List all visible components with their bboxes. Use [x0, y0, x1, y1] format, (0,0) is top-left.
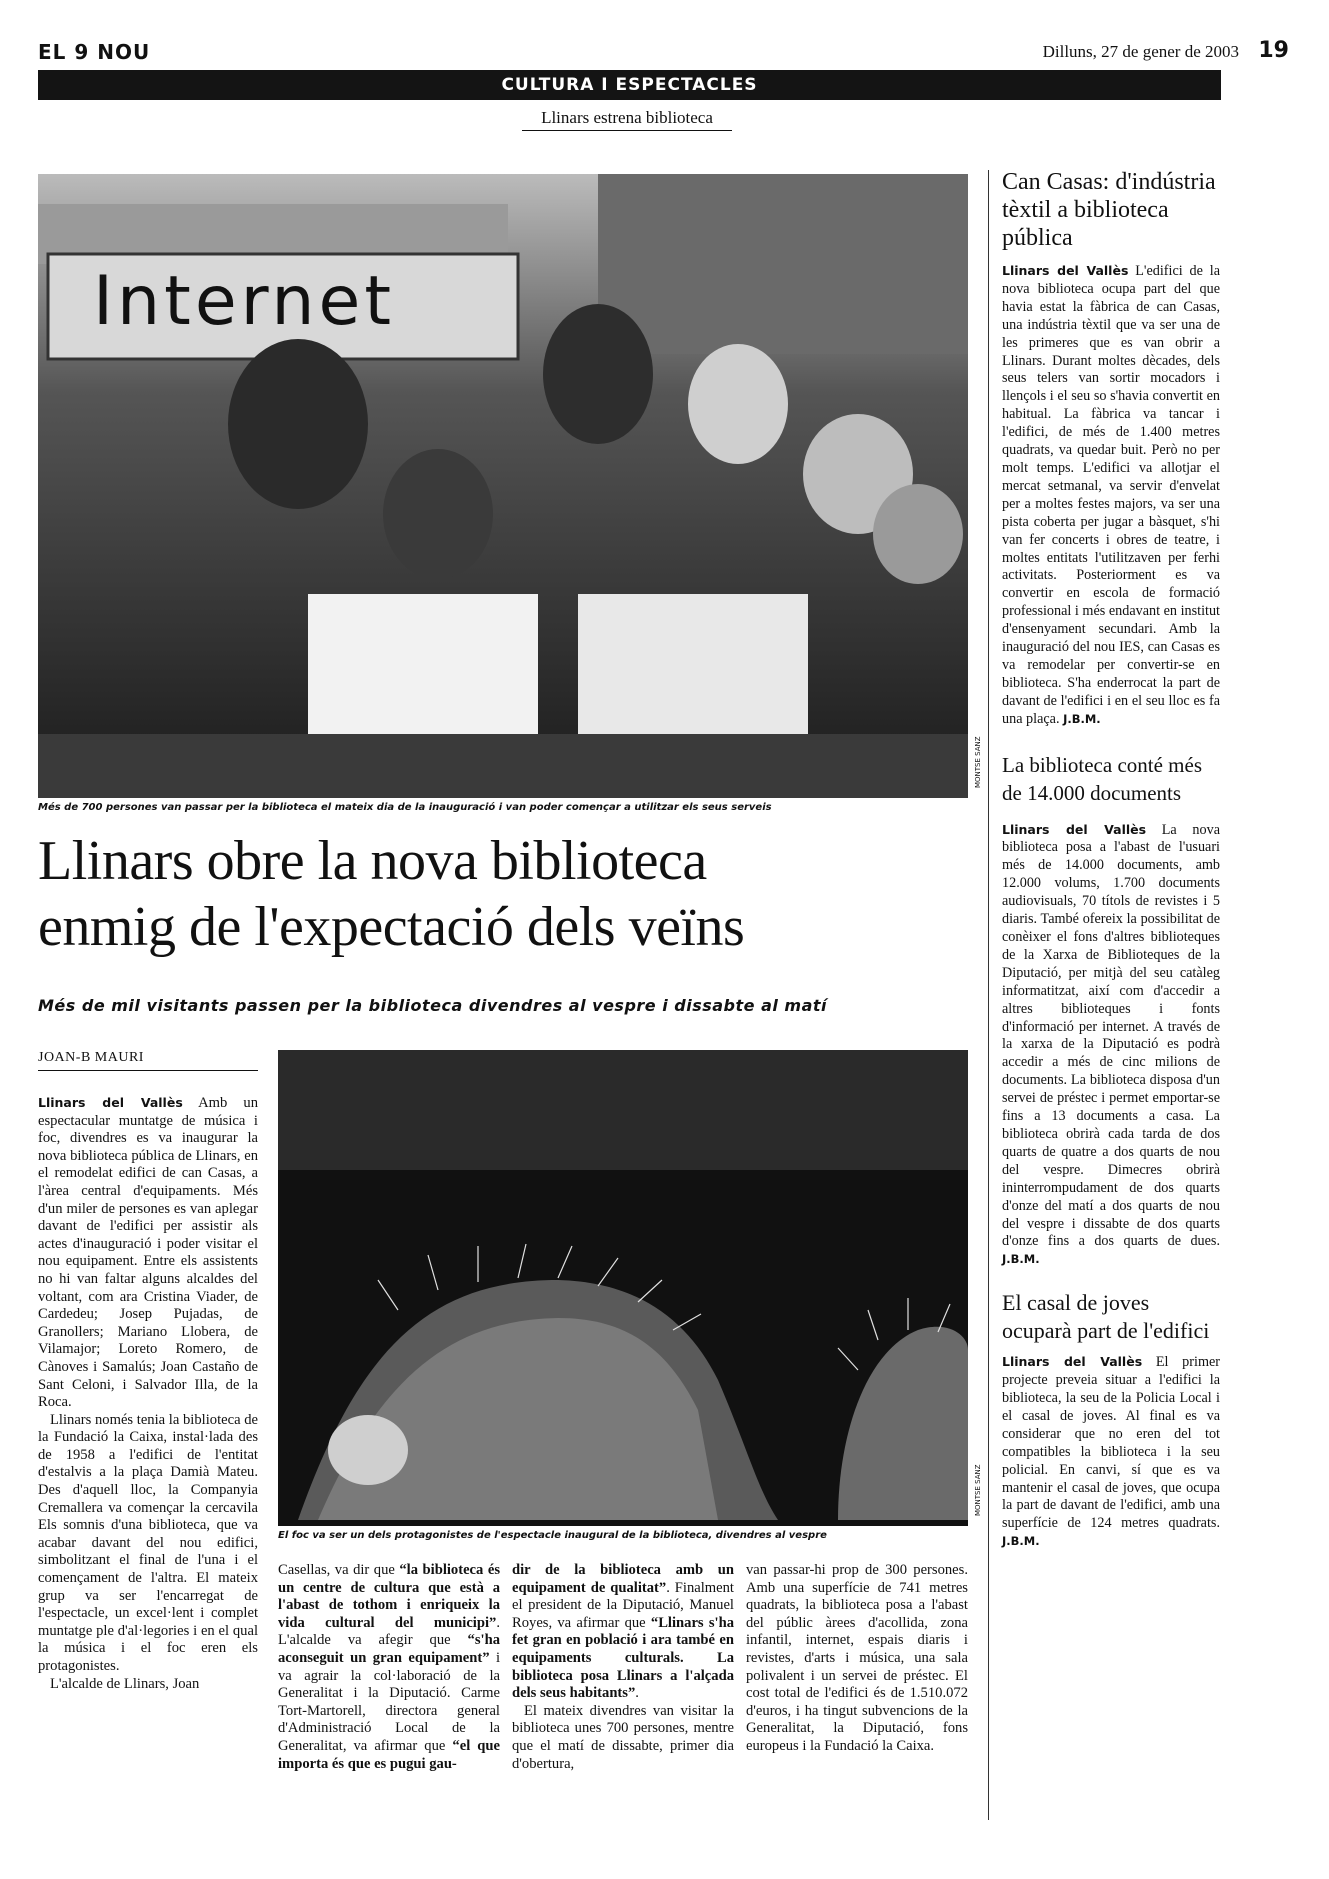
- headline-line-2: enmig de l'expectació dels veïns: [38, 896, 745, 958]
- fire-show-photo: [278, 1050, 968, 1526]
- col1-paragraph-1: Amb un espectacular muntatge de música i foc, divendres es va inaugurar la nova biblioteca pública de Llinars, en el remodelat edifici de can Casas, a l'àrea central d'equipaments. Més d'un miler de persones es van aplegar davant de l'edifici per assistir als actes d'inauguració i poder visitar el nou equipament. Entre els assistents no hi van faltar alguns alcaldes del voltant, com ara Cristina Viader, de Cardedeu; Josep Pujadas, de Granollers; Mariano Llobera, de Vilamajor; Loreto Romero, de Cànoves i Samalús; Joan Castaño de Sant Celoni, i Salvador Illa, de la Roca.: [38, 1095, 258, 1411]
- sidebar-box1-dateline: Llinars del Vallès: [1002, 263, 1129, 278]
- col3-text-1: . Finalment el president de la Diputació, Manuel Royes, va afirmar que: [512, 1579, 734, 1631]
- sidebar-box2-body-block: [1002, 821, 1220, 1270]
- paper-name: EL 9 NOU: [38, 40, 151, 64]
- sidebar: [1002, 168, 1220, 1551]
- sidebar-box1-body: L'edifici de la nova biblioteca ocupa part del que havia estat la fàbrica de can Casas, una indústria tèxtil que va ser una de les primeres que es van obrir a Llinars. Durant moltes dècades, dels seus telers van sortir mocadors i llençols i el seu so s'havia convertit en habitual. La fàbrica va tancar i l'edifici, de més de 1.400 metres quadrats, va quedar buit. Però no per molt temps. L'edifici va allotjar el mercat setmanal, va servir d'envelat per a moltes festes majors, va ser una pista coberta per jugar a bàsquet, s'hi van fer concerts i obres de teatre, i moltes entitats l'utilitzaven per ferhi activitats. Posteriorment es va convertir en escola de formació professional i més endavant en institut d'ensenyament secundari. Amb la inauguració del nou IES, can Casas es va remodelar per convertir-se en biblioteca. S'ha enderrocat la part de davant de l'edifici i en el seu lloc es fa una plaça.: [1002, 263, 1220, 727]
- sidebar-box1-signature: J.B.M.: [1063, 711, 1101, 726]
- article-column-1: [38, 1094, 258, 1693]
- sidebar-box3-body: El primer projecte preveia situar a l'edifici la biblioteca, la seu de la Policia Local i el casal de joves. Al final es va considerar que no eren del tot compatibles la biblioteca i la seu policial. En canvi, sí que es va mantenir el casal de joves, que ocupa la part de davant de l'edifici, amb una superfície de 124 metres quadrats.: [1002, 1354, 1220, 1532]
- col2-quote-3: “el que importa és que es pugui gau-: [278, 1737, 500, 1772]
- col4-paragraph-1: van passar-hi prop de 300 persones. Amb una superfície de 741 metres quadrats, la biblioteca posa a l'abast del públic àrees d'acollida, zona infantil, internet, espais diaris i revistes, d'arts i música, una sala polivalent i un servei de préstec. El cost total de l'edifici és de 1.510.072 d'euros, i ha tingut subvencions de la Generalitat, la Diputació, fons europeus i la Fundació la Caixa.: [746, 1562, 968, 1754]
- photo2-caption: El foc va ser un dels protagonistes de l'espectacle inaugural de la biblioteca, divendres al vespre: [278, 1530, 827, 1541]
- sidebar-box1-title: Can Casas: d'indústria tèxtil a biblioteca pública: [1002, 169, 1216, 251]
- article-subheadline: Més de mil visitants passen per la biblioteca divendres al vespre i dissabte al matí: [38, 996, 828, 1015]
- col2-quote-1: “la biblioteca és un centre de cultura que està a l'abast de tothom i enriqueix la vida cultural del municipi”: [278, 1562, 500, 1631]
- fire-spectacle-illustration: [278, 1050, 968, 1526]
- col2-text-2: . L'alcalde va afegir que: [278, 1614, 500, 1649]
- sidebar-box2-title: La biblioteca conté més de 14.000 documents: [1002, 752, 1203, 805]
- article-column-3: [512, 1562, 734, 1773]
- sidebar-box3-dateline: Llinars del Vallès: [1002, 1354, 1143, 1370]
- page-number: 19: [1258, 38, 1289, 63]
- col2-quote-2: “s'ha aconseguit un gran equipament”: [278, 1632, 500, 1666]
- headline-line-1: Llinars obre la nova biblioteca: [38, 830, 707, 892]
- section-title: CULTURA I ESPECTACLES: [501, 75, 758, 95]
- col2-text-3: i va agrair la col·laboració de la Generalitat i la Diputació. Carme Tort-Martorell, directora general d'Administració Local de la Generalitat, va afirmar que: [278, 1649, 501, 1754]
- col1-paragraph-2: Llinars només tenia la biblioteca de la Fundació la Caixa, instal·lada des de 1958 a l'edifici de l'entitat d'estalvis a la plaça Damià Mateu. Des d'aquell lloc, la Companyia Cremallera va començar la cercavila Els somnis d'una biblioteca, que va acabar davant del nou edifici, simbolitzant el final de l'una i el començament de l'altra. El mateix grup va ser l'encarregat de l'espectacle, un excel·lent i complet muntatge ple d'al·legories i en el qual la música i el foc eren els protagonistes.: [38, 1411, 258, 1674]
- sidebar-box2-dateline: Llinars del Vallès: [1002, 821, 1147, 837]
- photo1-credit: MONTSE SANZ: [974, 736, 982, 788]
- col1-paragraph-3: L'alcalde de Llinars, Joan: [50, 1675, 200, 1692]
- article-column-4: [746, 1562, 968, 1756]
- photo2-credit: MONTSE SANZ: [974, 1464, 982, 1516]
- col3-paragraph-2: El mateix divendres van visitar la biblioteca unes 700 persones, mentre que el matí de dissabte, primer dia d'obertura,: [512, 1702, 734, 1772]
- subsection-title: Llinars estrena biblioteca: [522, 108, 732, 131]
- section-banner: [38, 70, 1221, 100]
- sidebar-box2-signature: J.B.M.: [1002, 1252, 1040, 1267]
- col3-quote-2: “Llinars s'ha fet gran en població i ara també en equipaments culturals. La biblioteca posa Llinars a l'alçada dels seus habitants”: [512, 1614, 734, 1702]
- col3-text-2: .: [635, 1685, 639, 1702]
- sidebar-box3-signature: J.B.M.: [1002, 1534, 1040, 1549]
- sidebar-divider: [988, 170, 989, 1820]
- col3-quote-1: dir de la biblioteca amb un equipament de qualitat”: [512, 1562, 734, 1596]
- sidebar-box2-body: La nova biblioteca posa a l'abast de l'usuari més de 14.000 documents, amb 12.000 volums, 1.700 documents audiovisuals, 70 títols de revistes i 5 diaris. També ofereix la possibilitat de conèixer el fons d'altres biblioteques de la Xarxa de Biblioteques de la Diputació, per mitjà del seu catàleg informatitzat, així com d'accedir a altres biblioteques i fonts d'informació per internet. A través de la xarxa de la Diputació es podrà accedir a més de cinc milions de documents. La biblioteca disposa d'un servei de préstec i permet emportar-se fins a 13 documents a casa. La biblioteca obrirà cada tarda de dos quarts de quatre a dos quarts de nou del vespre. Dimecres obrirà ininterrompudament de dos quarts d'onze del matí a dos quarts de nou del vespre i dissabte de dos quarts d'onze fins a dos quarts de dues.: [1002, 821, 1220, 1250]
- article-column-2: [278, 1562, 500, 1773]
- internet-sign-text: Internet: [93, 262, 396, 341]
- article-headline: [38, 828, 968, 960]
- sidebar-box1-body-block: [1002, 262, 1220, 729]
- col2-text-1: Casellas, va dir que: [278, 1562, 400, 1578]
- sidebar-box3-title: El casal de joves ocuparà part de l'edifici: [1002, 1290, 1210, 1344]
- byline: JOAN-B MAURI: [38, 1050, 258, 1071]
- dateline: Llinars del Vallès: [38, 1095, 183, 1110]
- sidebar-box3-body-block: [1002, 1353, 1220, 1551]
- internet-area-photo: [38, 174, 968, 798]
- issue-date: Dilluns, 27 de gener de 2003: [1042, 42, 1239, 61]
- photo1-caption: Més de 700 persones van passar per la biblioteca el mateix dia de la inauguració i van poder començar a utilitzar els seus serveis: [38, 802, 772, 813]
